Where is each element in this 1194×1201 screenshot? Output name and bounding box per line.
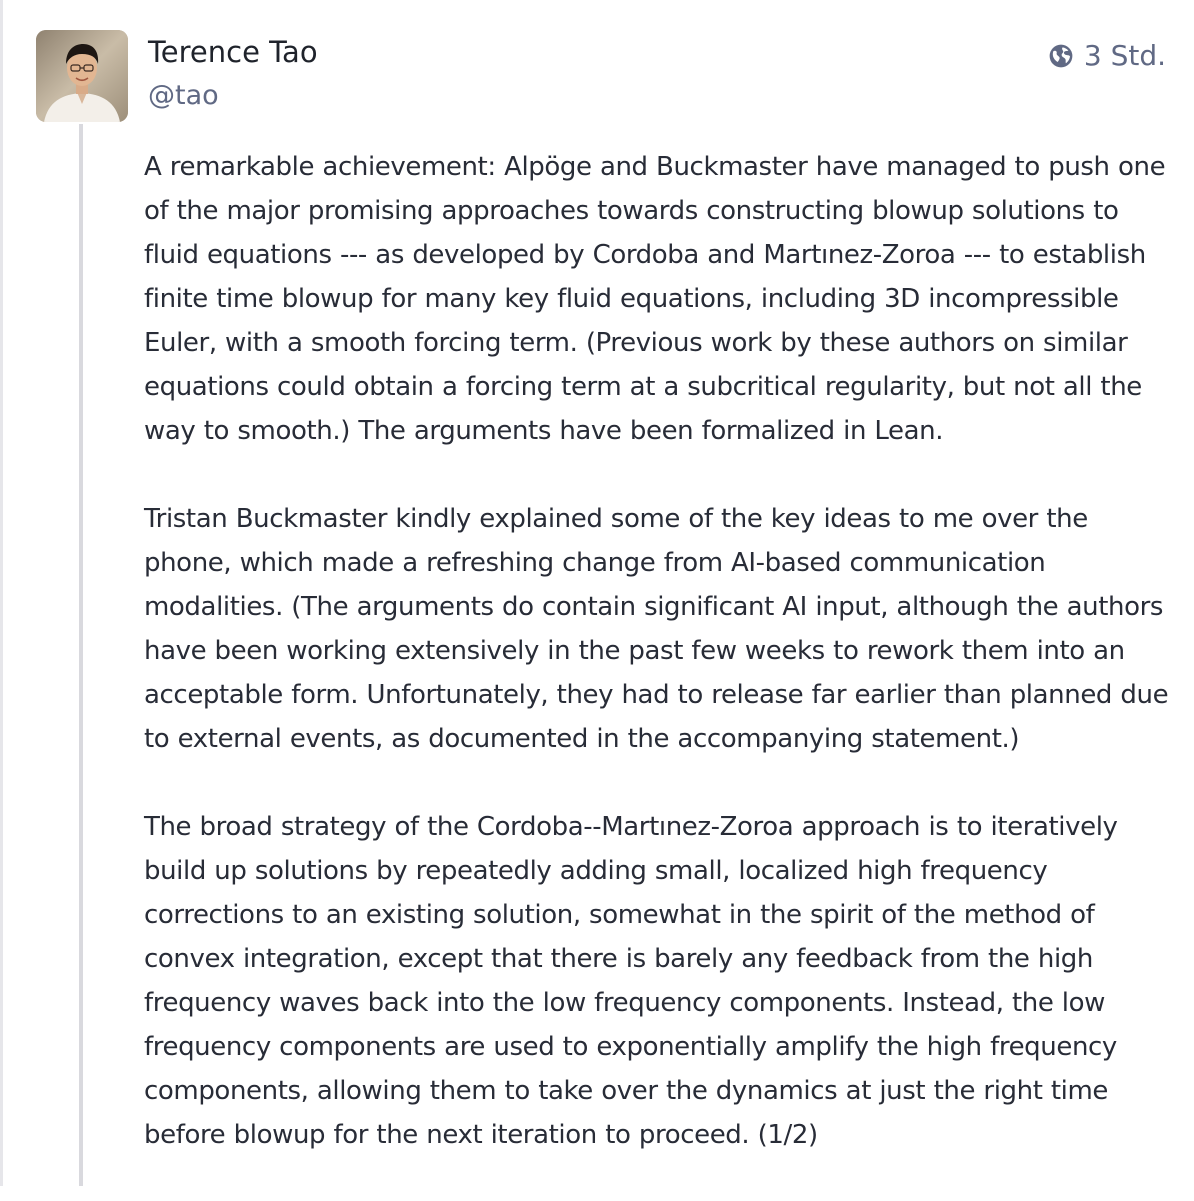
author-handle[interactable]: @tao bbox=[148, 80, 219, 111]
post-timestamp[interactable]: 3 Std. bbox=[1083, 39, 1166, 72]
avatar-photo bbox=[36, 30, 128, 122]
thread-connector-line bbox=[79, 124, 83, 1186]
post-paragraph: Tristan Buckmaster kindly explained some of the key ideas to me over the phone, which made a refreshing change from AI-based communication modalities. (The arguments do contain significant AI input, although the authors have been working extensively in the past few weeks to rework them into an acceptable form. Unfortunately, they had to release far earlier than planned due to external events, as documented in the accompanying statement.) bbox=[144, 504, 1169, 754]
avatar[interactable] bbox=[36, 30, 128, 122]
globe-icon bbox=[1048, 43, 1074, 69]
post-paragraph: A remarkable achievement: Alpöge and Buckmaster have managed to push one of the major promising approaches towards constructing blowup solutions to fluid equations --- as developed by Cordoba and Martınez-Zoroa --- to establish finite time blowup for many key fluid equations, including 3D incompressible Euler, with a smooth forcing term. (Previous work by these authors on similar equations could obtain a forcing term at a subcritical regularity, but not all the way to smooth.) The arguments have been formalized in Lean. bbox=[144, 152, 1166, 446]
post-paragraph: The broad strategy of the Cordoba--Martınez-Zoroa approach is to iteratively build up solutions by repeatedly adding small, localized high frequency corrections to an existing solution, somewhat in the spirit of the method of convex integration, except that there is barely any feedback from the high frequency waves back into the low frequency components. Instead, the low frequency components are used to exponentially amplify the high frequency components, allowing them to take over the dynamics at just the right time before blowup for the next iteration to proceed. (1/2) bbox=[144, 812, 1118, 1150]
left-edge-border bbox=[0, 0, 3, 1186]
author-display-name[interactable]: Terence Tao bbox=[148, 35, 318, 69]
post-meta bbox=[1048, 38, 1166, 74]
post-content bbox=[144, 145, 1176, 1201]
